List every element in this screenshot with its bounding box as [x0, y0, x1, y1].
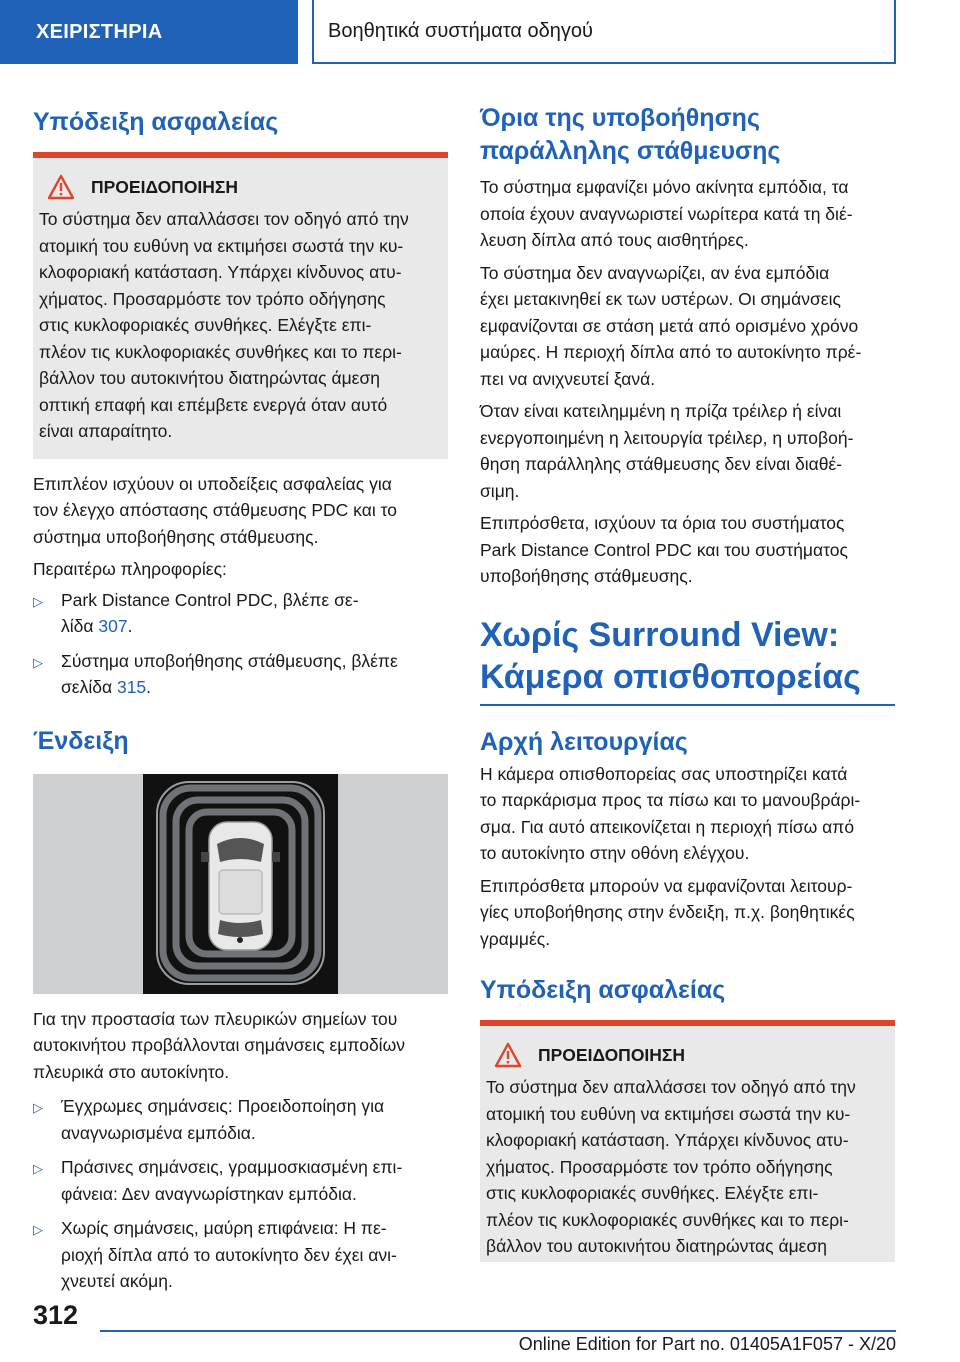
text-line: Park Distance Control PDC, βλέπε σε- — [61, 589, 359, 610]
text-line: σμα. Για αυτό απεικονίζεται η περιοχή πίσω από — [480, 816, 855, 837]
list-item — [33, 1093, 448, 1146]
list-item — [33, 648, 448, 701]
warning-line: βάλλον του αυτοκινήτου διατηρώντας άμεση — [39, 368, 381, 388]
text-line: εμφανίζονται σε στάση μετά από ορισμένο χρόνο — [480, 315, 859, 336]
text-line: γίες υποβοήθησης στην ένδειξη, π.χ. βοηθητικές — [480, 902, 855, 922]
warning-line: Το σύστημα δεν απαλλάσσει τον οδηγό από την — [486, 1077, 856, 1097]
bullet-triangle-icon: ▷ — [33, 1161, 43, 1176]
display-illustration — [33, 774, 448, 994]
text-line: Επιπρόσθετα μπορούν να εμφανίζονται λειτουρ- — [480, 875, 853, 896]
text-line: Το σύστημα δεν αναγνωρίζει, αν ένα εμπόδια — [480, 262, 830, 283]
text-line: φάνεια: Δεν αναγνωρίστηκαν εμπόδια. — [61, 1183, 357, 1204]
warning-line: πλέον τις κυκλοφοριακές συνθήκες και το περι- — [486, 1209, 849, 1230]
text-line: σύστημα υποβοήθησης στάθμευσης. — [33, 526, 319, 547]
display-heading: Ένδειξη — [33, 726, 129, 755]
warning-line: στις κυκλοφοριακές συνθήκες. Ελέγξτε επι- — [486, 1183, 819, 1203]
header-section-tab: ΧΕΙΡΙΣΤΗΡΙΑ — [0, 0, 298, 64]
marks-paragraph — [33, 1006, 448, 1086]
reference-list — [33, 587, 448, 701]
text-line: πλευρικά στο αυτοκίνητο. — [33, 1061, 230, 1082]
principle-paragraph — [480, 873, 895, 953]
principle-heading: Αρχή λειτουργίας — [480, 727, 688, 756]
text-line: Επιπρόσθετα, ισχύουν τα όρια του συστήματος — [480, 513, 845, 533]
warning-text — [39, 206, 436, 445]
text-line: Πράσινες σημάνσεις, γραμμοσκιασμένη επι- — [61, 1157, 403, 1177]
text-fragment: σελίδα — [61, 677, 117, 697]
list-item — [33, 1215, 448, 1295]
text-line: το αυτοκίνητο στην οθόνη ελέγχου. — [480, 843, 750, 863]
bullet-triangle-icon: ▷ — [33, 654, 43, 670]
warning-line: ατομική του ευθύνη να εκτιμήσει σωστά την κυ- — [486, 1103, 851, 1124]
text-line: λευση δίπλα από τους αισθητήρες. — [480, 230, 749, 250]
warning-line: κλοφοριακή κατάσταση. Υπάρχει κίνδυνος ατυ- — [486, 1130, 849, 1150]
text-line: γραμμές. — [480, 928, 551, 949]
limits-heading — [480, 102, 895, 168]
principle-paragraph — [480, 761, 895, 867]
text-line: αυτοκινήτου προβάλλονται σημάνσεις εμποδίων — [33, 1035, 405, 1055]
text-line — [61, 613, 359, 640]
text-line: Για την προστασία των πλευρικών σημείων του — [33, 1008, 398, 1029]
text-line: οποία έχουν αναγνωριστεί νωρίτερα κατά τη διέ- — [480, 203, 853, 224]
text-line: τον έλεγχο απόστασης στάθμευσης PDC και το — [33, 500, 397, 520]
text-line: το παρκάρισμα προς τα πίσω και το μανουβράρι- — [480, 790, 861, 810]
more-info-label: Περαιτέρω πληροφορίες: — [33, 559, 227, 579]
text-line: αναγνωρισμένα εμπόδια. — [61, 1122, 256, 1143]
parking-display-svg — [33, 774, 448, 994]
safety-heading-2: Υπόδειξη ασφαλείας — [480, 976, 726, 1004]
section-divider — [480, 704, 895, 706]
warning-line: χήματος. Προσαρμόστε τον τρόπο οδήγησης — [486, 1156, 833, 1177]
heading-line: Χωρίς Surround View: — [480, 615, 840, 654]
heading-line: Κάμερα οπισθοπορείας — [480, 657, 861, 696]
warning-line: βάλλον του αυτοκινήτου διατηρώντας άμεση — [486, 1236, 828, 1256]
header-chapter-title: Βοηθητικά συστήματα οδηγού — [312, 0, 896, 64]
warning-title — [47, 172, 436, 202]
text-line: Η κάμερα οπισθοπορείας σας υποστηρίζει κατά — [480, 763, 848, 784]
limits-paragraph — [480, 398, 895, 504]
limits-paragraph — [480, 510, 895, 590]
warning-line: είναι απαραίτητο. — [39, 421, 173, 441]
text-line: σιμη. — [480, 480, 520, 501]
warning-title-text: ΠΡΟΕΙΔΟΠΟΙΗΣΗ — [91, 176, 239, 197]
limits-paragraph — [480, 174, 895, 254]
warning-line: ατομική του ευθύνη να εκτιμήσει σωστά την κυ- — [39, 235, 404, 256]
footer-divider — [100, 1330, 896, 1332]
text-line: Park Distance Control PDC και του συστήματος — [480, 539, 848, 560]
list-item — [33, 1154, 448, 1207]
heading-line: παράλληλης στάθμευσης — [480, 137, 781, 165]
warning-line: χήματος. Προσαρμόστε τον τρόπο οδήγησης — [39, 288, 386, 309]
text-fragment: . — [146, 677, 152, 697]
warning-box-2 — [480, 1020, 895, 1262]
text-line: Επιπλέον ισχύουν οι υποδείξεις ασφαλείας για — [33, 473, 392, 494]
warning-line: κλοφοριακή κατάσταση. Υπάρχει κίνδυνος ατυ- — [39, 262, 402, 282]
page-number: 312 — [33, 1300, 79, 1330]
text-line: χνευτεί ακόμη. — [61, 1271, 173, 1291]
warning-line: Το σύστημα δεν απαλλάσσει τον οδηγό από την — [39, 209, 409, 229]
safety-heading: Υπόδειξη ασφαλείας — [33, 108, 279, 136]
warning-line: πλέον τις κυκλοφοριακές συνθήκες και το περι- — [39, 341, 402, 362]
text-fragment: λίδα — [61, 616, 99, 636]
text-line: Το σύστημα εμφανίζει μόνο ακίνητα εμπόδια, τα — [480, 177, 849, 197]
page-link[interactable]: 307 — [98, 616, 128, 636]
text-line: Σύστημα υποβοήθησης στάθμευσης, βλέπε — [61, 650, 398, 671]
warning-line: οπτική επαφή και επέμβετε ενεργά όταν αυτό — [39, 394, 388, 415]
text-line: ριοχή δίπλα από το αυτοκίνητο δεν έχει ανι- — [61, 1244, 397, 1265]
text-line: Όταν είναι κατειλημμένη η πρίζα τρέιλερ ή είναι — [480, 401, 842, 421]
warning-title-text: ΠΡΟΕΙΔΟΠΟΙΗΣΗ — [538, 1044, 686, 1065]
text-line: μαύρες. Η περιοχή δίπλα από το αυτοκίνητο πρέ- — [480, 342, 862, 362]
text-line: υποβοήθησης στάθμευσης. — [480, 566, 693, 586]
text-line: Έγχρωμες σημάνσεις: Προειδοποίηση για — [61, 1096, 385, 1116]
safety-paragraph — [33, 471, 448, 551]
text-line: θηση παράλληλης στάθμευσης δεν είναι διαθέ- — [480, 454, 843, 474]
list-item — [33, 587, 448, 640]
text-line: έχει μετακινηθεί εκ των υστέρων. Οι σημάνσεις — [480, 289, 841, 309]
warning-box — [33, 152, 448, 459]
warning-triangle-icon — [47, 174, 75, 200]
text-line: Χωρίς σημάνσεις, μαύρη επιφάνεια: Η πε- — [61, 1218, 387, 1238]
left-column — [33, 100, 448, 1295]
text-fragment: . — [127, 616, 133, 636]
page-link[interactable]: 315 — [116, 677, 147, 697]
marks-list — [33, 1093, 448, 1295]
heading-line: Όρια της υποβοήθησης — [480, 104, 760, 132]
text-line: ενεργοποιημένη η λειτουργία τρέιλερ, η υποβοή- — [480, 427, 854, 448]
camera-heading — [480, 614, 895, 698]
bullet-triangle-icon: ▷ — [33, 1222, 43, 1237]
warning-line: στις κυκλοφοριακές συνθήκες. Ελέγξτε επι- — [39, 315, 372, 335]
bullet-triangle-icon: ▷ — [33, 1100, 43, 1115]
warning-triangle-icon — [494, 1042, 522, 1068]
text-line — [61, 674, 398, 701]
warning-title — [494, 1040, 883, 1070]
bullet-triangle-icon: ▷ — [33, 593, 43, 609]
text-line: πει να ανιχνευτεί ξανά. — [480, 368, 656, 389]
warning-text — [486, 1074, 883, 1260]
edition-note: Online Edition for Part no. 01405A1F057 - X/20 — [518, 1334, 896, 1354]
right-column — [480, 100, 895, 1262]
limits-paragraph — [480, 260, 895, 393]
